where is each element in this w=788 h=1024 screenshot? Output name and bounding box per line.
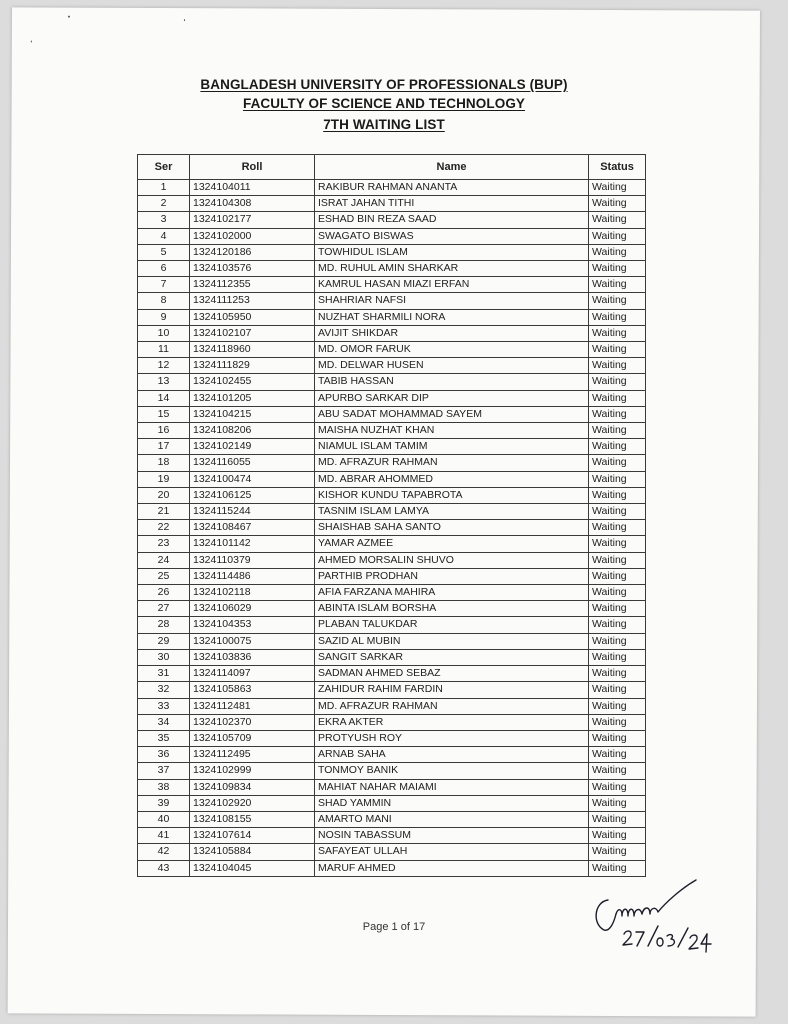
cell-status: Waiting — [589, 633, 646, 649]
cell-status: Waiting — [589, 844, 646, 860]
cell-ser: 30 — [138, 649, 190, 665]
cell-status: Waiting — [589, 649, 646, 665]
table-row — [138, 763, 646, 779]
cell-roll: 1324114486 — [190, 568, 315, 584]
cell-ser: 21 — [138, 504, 190, 520]
cell-name: AFIA FARZANA MAHIRA — [315, 585, 589, 601]
cell-status: Waiting — [589, 244, 646, 260]
cell-status: Waiting — [589, 406, 646, 422]
cell-roll: 1324107614 — [190, 828, 315, 844]
table-row — [138, 520, 646, 536]
cell-roll: 1324103576 — [190, 261, 315, 277]
cell-roll: 1324112481 — [190, 698, 315, 714]
cell-ser: 32 — [138, 682, 190, 698]
cell-name: TABIB HASSAN — [315, 374, 589, 390]
table-row — [138, 228, 646, 244]
cell-roll: 1324108155 — [190, 811, 315, 827]
header-status: Status — [589, 155, 646, 180]
table-row — [138, 390, 646, 406]
cell-name: SHAHRIAR NAFSI — [315, 293, 589, 309]
cell-name: ZAHIDUR RAHIM FARDIN — [315, 682, 589, 698]
cell-roll: 1324104353 — [190, 617, 315, 633]
cell-ser: 37 — [138, 763, 190, 779]
cell-roll: 1324102999 — [190, 763, 315, 779]
cell-roll: 1324109834 — [190, 779, 315, 795]
cell-status: Waiting — [589, 860, 646, 876]
cell-roll: 1324106029 — [190, 601, 315, 617]
table-row — [138, 406, 646, 422]
cell-status: Waiting — [589, 714, 646, 730]
cell-name: MAHIAT NAHAR MAIAMI — [315, 779, 589, 795]
cell-ser: 38 — [138, 779, 190, 795]
cell-name: KISHOR KUNDU TAPABROTA — [315, 487, 589, 503]
table-row — [138, 568, 646, 584]
table-row — [138, 666, 646, 682]
cell-ser: 2 — [138, 196, 190, 212]
cell-status: Waiting — [589, 212, 646, 228]
cell-roll: 1324105884 — [190, 844, 315, 860]
table-row — [138, 471, 646, 487]
cell-status: Waiting — [589, 390, 646, 406]
cell-status: Waiting — [589, 568, 646, 584]
table-row — [138, 277, 646, 293]
cell-ser: 40 — [138, 811, 190, 827]
cell-roll: 1324106125 — [190, 487, 315, 503]
header-roll: Roll — [190, 155, 315, 180]
cell-status: Waiting — [589, 423, 646, 439]
cell-roll: 1324100474 — [190, 471, 315, 487]
table-row — [138, 844, 646, 860]
table-row — [138, 585, 646, 601]
cell-status: Waiting — [589, 228, 646, 244]
cell-status: Waiting — [589, 504, 646, 520]
cell-ser: 14 — [138, 390, 190, 406]
cell-ser: 34 — [138, 714, 190, 730]
cell-name: SAFAYEAT ULLAH — [315, 844, 589, 860]
cell-name: AHMED MORSALIN SHUVO — [315, 552, 589, 568]
cell-ser: 41 — [138, 828, 190, 844]
cell-roll: 1324104215 — [190, 406, 315, 422]
table-row — [138, 633, 646, 649]
table-row — [138, 423, 646, 439]
scan-speck — [31, 40, 32, 42]
cell-name: YAMAR AZMEE — [315, 536, 589, 552]
cell-status: Waiting — [589, 455, 646, 471]
cell-roll: 1324102177 — [190, 212, 315, 228]
cell-roll: 1324108467 — [190, 520, 315, 536]
cell-status: Waiting — [589, 730, 646, 746]
cell-roll: 1324108206 — [190, 423, 315, 439]
table-row — [138, 714, 646, 730]
cell-status: Waiting — [589, 487, 646, 503]
cell-ser: 1 — [138, 180, 190, 196]
cell-name: PROTYUSH ROY — [315, 730, 589, 746]
cell-name: MD. AFRAZUR RAHMAN — [315, 698, 589, 714]
cell-name: SHAISHAB SAHA SANTO — [315, 520, 589, 536]
cell-status: Waiting — [589, 795, 646, 811]
cell-name: APURBO SARKAR DIP — [315, 390, 589, 406]
table-header-row — [138, 155, 646, 180]
cell-roll: 1324100075 — [190, 633, 315, 649]
cell-roll: 1324102370 — [190, 714, 315, 730]
table-row — [138, 325, 646, 341]
cell-ser: 12 — [138, 358, 190, 374]
table-row — [138, 244, 646, 260]
table-row — [138, 212, 646, 228]
cell-ser: 18 — [138, 455, 190, 471]
cell-name: MD. ABRAR AHOMMED — [315, 471, 589, 487]
cell-ser: 8 — [138, 293, 190, 309]
cell-status: Waiting — [589, 747, 646, 763]
table-row — [138, 439, 646, 455]
cell-name: MD. AFRAZUR RAHMAN — [315, 455, 589, 471]
cell-status: Waiting — [589, 374, 646, 390]
cell-status: Waiting — [589, 682, 646, 698]
table-row — [138, 682, 646, 698]
cell-roll: 1324115244 — [190, 504, 315, 520]
cell-status: Waiting — [589, 196, 646, 212]
cell-name: PARTHIB PRODHAN — [315, 568, 589, 584]
cell-ser: 39 — [138, 795, 190, 811]
cell-roll: 1324104045 — [190, 860, 315, 876]
cell-roll: 1324102107 — [190, 325, 315, 341]
cell-status: Waiting — [589, 666, 646, 682]
cell-name: ESHAD BIN REZA SAAD — [315, 212, 589, 228]
list-title: 7TH WAITING LIST — [323, 117, 445, 132]
cell-name: AMARTO MANI — [315, 811, 589, 827]
table-row — [138, 811, 646, 827]
cell-status: Waiting — [589, 763, 646, 779]
cell-ser: 36 — [138, 747, 190, 763]
cell-name: TASNIM ISLAM LAMYA — [315, 504, 589, 520]
cell-name: MD. OMOR FARUK — [315, 342, 589, 358]
cell-status: Waiting — [589, 325, 646, 341]
cell-status: Waiting — [589, 811, 646, 827]
cell-status: Waiting — [589, 471, 646, 487]
cell-ser: 19 — [138, 471, 190, 487]
table-row — [138, 698, 646, 714]
cell-roll: 1324112355 — [190, 277, 315, 293]
cell-roll: 1324105950 — [190, 309, 315, 325]
cell-name: AVIJIT SHIKDAR — [315, 325, 589, 341]
faculty-title: FACULTY OF SCIENCE AND TECHNOLOGY — [242, 96, 526, 111]
cell-name: TONMOY BANIK — [315, 763, 589, 779]
cell-status: Waiting — [589, 585, 646, 601]
cell-roll: 1324118960 — [190, 342, 315, 358]
cell-roll: 1324112495 — [190, 747, 315, 763]
cell-roll: 1324102000 — [190, 228, 315, 244]
cell-name: KAMRUL HASAN MIAZI ERFAN — [315, 277, 589, 293]
cell-name: NIAMUL ISLAM TAMIM — [315, 439, 589, 455]
cell-ser: 29 — [138, 633, 190, 649]
cell-status: Waiting — [589, 698, 646, 714]
table-row — [138, 552, 646, 568]
cell-ser: 43 — [138, 860, 190, 876]
cell-ser: 25 — [138, 568, 190, 584]
cell-roll: 1324104011 — [190, 180, 315, 196]
cell-status: Waiting — [589, 779, 646, 795]
cell-name: SWAGATO BISWAS — [315, 228, 589, 244]
cell-status: Waiting — [589, 277, 646, 293]
cell-status: Waiting — [589, 601, 646, 617]
cell-name: MARUF AHMED — [315, 860, 589, 876]
table-row — [138, 504, 646, 520]
cell-name: MD. RUHUL AMIN SHARKAR — [315, 261, 589, 277]
cell-name: TOWHIDUL ISLAM — [315, 244, 589, 260]
table-row — [138, 617, 646, 633]
cell-status: Waiting — [589, 261, 646, 277]
cell-ser: 27 — [138, 601, 190, 617]
cell-name: SANGIT SARKAR — [315, 649, 589, 665]
cell-name: SAZID AL MUBIN — [315, 633, 589, 649]
cell-name: ARNAB SAHA — [315, 747, 589, 763]
cell-roll: 1324101142 — [190, 536, 315, 552]
cell-ser: 22 — [138, 520, 190, 536]
page-number: Page 1 of 17 — [362, 921, 426, 933]
cell-status: Waiting — [589, 293, 646, 309]
cell-status: Waiting — [589, 439, 646, 455]
cell-roll: 1324120186 — [190, 244, 315, 260]
table-row — [138, 309, 646, 325]
table-row — [138, 747, 646, 763]
table-row — [138, 795, 646, 811]
cell-ser: 11 — [138, 342, 190, 358]
cell-roll: 1324102455 — [190, 374, 315, 390]
cell-name: PLABAN TALUKDAR — [315, 617, 589, 633]
table-row — [138, 180, 646, 196]
cell-status: Waiting — [589, 358, 646, 374]
cell-ser: 31 — [138, 666, 190, 682]
table-row — [138, 730, 646, 746]
cell-name: ABINTA ISLAM BORSHA — [315, 601, 589, 617]
cell-roll: 1324101205 — [190, 390, 315, 406]
cell-name: ISRAT JAHAN TITHI — [315, 196, 589, 212]
cell-ser: 42 — [138, 844, 190, 860]
cell-status: Waiting — [589, 828, 646, 844]
cell-status: Waiting — [589, 536, 646, 552]
cell-ser: 20 — [138, 487, 190, 503]
scan-speck — [184, 19, 185, 21]
cell-ser: 5 — [138, 244, 190, 260]
table-row — [138, 828, 646, 844]
cell-name: MD. DELWAR HUSEN — [315, 358, 589, 374]
cell-ser: 28 — [138, 617, 190, 633]
cell-name: ABU SADAT MOHAMMAD SAYEM — [315, 406, 589, 422]
table-row — [138, 261, 646, 277]
cell-ser: 6 — [138, 261, 190, 277]
cell-roll: 1324111829 — [190, 358, 315, 374]
cell-status: Waiting — [589, 180, 646, 196]
table-row — [138, 358, 646, 374]
cell-roll: 1324110379 — [190, 552, 315, 568]
cell-name: MAISHA NUZHAT KHAN — [315, 423, 589, 439]
cell-roll: 1324102920 — [190, 795, 315, 811]
header-name: Name — [315, 155, 589, 180]
cell-roll: 1324102118 — [190, 585, 315, 601]
cell-roll: 1324105863 — [190, 682, 315, 698]
cell-status: Waiting — [589, 309, 646, 325]
cell-ser: 26 — [138, 585, 190, 601]
cell-name: RAKIBUR RAHMAN ANANTA — [315, 180, 589, 196]
cell-ser: 23 — [138, 536, 190, 552]
table-row — [138, 601, 646, 617]
cell-roll: 1324111253 — [190, 293, 315, 309]
cell-ser: 3 — [138, 212, 190, 228]
waiting-list-table — [137, 154, 646, 877]
header-ser: Ser — [138, 155, 190, 180]
cell-ser: 9 — [138, 309, 190, 325]
table-row — [138, 293, 646, 309]
handwritten-signature — [586, 872, 726, 962]
cell-name: EKRA AKTER — [315, 714, 589, 730]
cell-ser: 15 — [138, 406, 190, 422]
table-row — [138, 536, 646, 552]
table-row — [138, 455, 646, 471]
cell-name: SADMAN AHMED SEBAZ — [315, 666, 589, 682]
cell-roll: 1324102149 — [190, 439, 315, 455]
cell-name: SHAD YAMMIN — [315, 795, 589, 811]
cell-status: Waiting — [589, 552, 646, 568]
cell-roll: 1324103836 — [190, 649, 315, 665]
table-row — [138, 342, 646, 358]
cell-roll: 1324105709 — [190, 730, 315, 746]
cell-roll: 1324116055 — [190, 455, 315, 471]
cell-roll: 1324104308 — [190, 196, 315, 212]
table-row — [138, 649, 646, 665]
cell-ser: 24 — [138, 552, 190, 568]
cell-ser: 13 — [138, 374, 190, 390]
cell-ser: 7 — [138, 277, 190, 293]
cell-ser: 35 — [138, 730, 190, 746]
table-row — [138, 860, 646, 876]
cell-roll: 1324114097 — [190, 666, 315, 682]
scan-speck — [68, 16, 70, 18]
cell-ser: 17 — [138, 439, 190, 455]
cell-ser: 10 — [138, 325, 190, 341]
cell-ser: 16 — [138, 423, 190, 439]
university-title: BANGLADESH UNIVERSITY OF PROFESSIONALS (BUP) — [200, 77, 568, 92]
cell-status: Waiting — [589, 342, 646, 358]
cell-status: Waiting — [589, 617, 646, 633]
table-row — [138, 487, 646, 503]
cell-name: NUZHAT SHARMILI NORA — [315, 309, 589, 325]
cell-ser: 4 — [138, 228, 190, 244]
cell-status: Waiting — [589, 520, 646, 536]
table-body — [138, 180, 646, 877]
cell-name: NOSIN TABASSUM — [315, 828, 589, 844]
table-row — [138, 374, 646, 390]
table-row — [138, 196, 646, 212]
cell-ser: 33 — [138, 698, 190, 714]
table-row — [138, 779, 646, 795]
